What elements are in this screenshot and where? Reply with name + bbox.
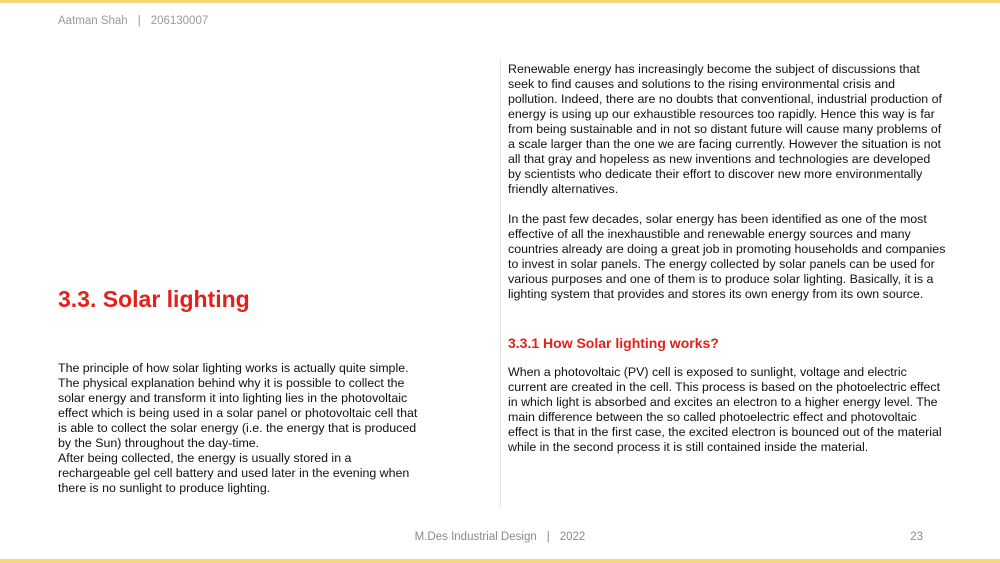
right-column (508, 62, 946, 455)
left-body-text (58, 361, 420, 496)
subsection-heading: 3.3.1 How Solar lighting works? (508, 335, 719, 351)
footer-year: 2022 (559, 531, 586, 543)
right-paragraph-1: Renewable energy has increasingly become the subject of discussions that seek to find causes and solutions to the rising environmental crisis and pollution. Indeed, there are no doubts that conventional, industrial production of energy is using up our exhaustible resources too rapidly. Hence this way is far from being sustainable and in not so distant future will cause many problems of a scale larger than the one we are facing currently. However the situation is not all that gray and hopeless as new inventions and technologies are developed by scientists who dedicate their effort to discover new more environmentally friendly alternatives. (508, 62, 942, 196)
footer-program: M.Des Industrial Design (414, 531, 537, 543)
student-id: 206130007 (150, 15, 209, 27)
bottom-accent-bar (0, 559, 1000, 563)
top-accent-bar (0, 0, 1000, 3)
page-header (58, 15, 208, 27)
author-name: Aatman Shah (58, 15, 128, 27)
footer-separator: | (546, 531, 550, 543)
page-number: 23 (910, 531, 923, 543)
subsection-paragraph: When a photovoltaic (PV) cell is exposed to sunlight, voltage and electric current are created in the cell. This process is based on the photoelectric effect in which light is absorbed and excites an electron to a higher energy level. The main difference between the so called photoelectric effect and photovoltaic effect is that in the first case, the excited electron is bounced out of the material while in the second process it is still contained inside the material. (508, 365, 942, 454)
column-divider (500, 60, 501, 507)
header-separator: | (137, 15, 141, 27)
section-title: 3.3. Solar lighting (58, 286, 250, 312)
right-paragraph-2: In the past few decades, solar energy has been identified as one of the most effective of all the inexhaustible and renewable energy sources and many countries already are doing a great job in promoting households and companies to invest in solar panels. The energy collected by solar panels can be used for various purposes and one of them is to produce solar lighting. Basically, it is a lighting system that provides and stores its own energy from its own source. (508, 212, 946, 301)
page-footer (0, 531, 1000, 543)
left-paragraph-1: The principle of how solar lighting works is actually quite simple. The physical explanation behind why it is possible to collect the solar energy and transform it into lighting lies in the photovoltaic effect which is being used in a solar panel or photovoltaic cell that is able to collect the solar energy (i.e. the energy that is produced by the Sun) throughout the day-time. (58, 361, 418, 450)
left-paragraph-2: After being collected, the energy is usually stored in a rechargeable gel cell battery and used later in the evening when there is no sunlight to produce lighting. (58, 451, 410, 495)
